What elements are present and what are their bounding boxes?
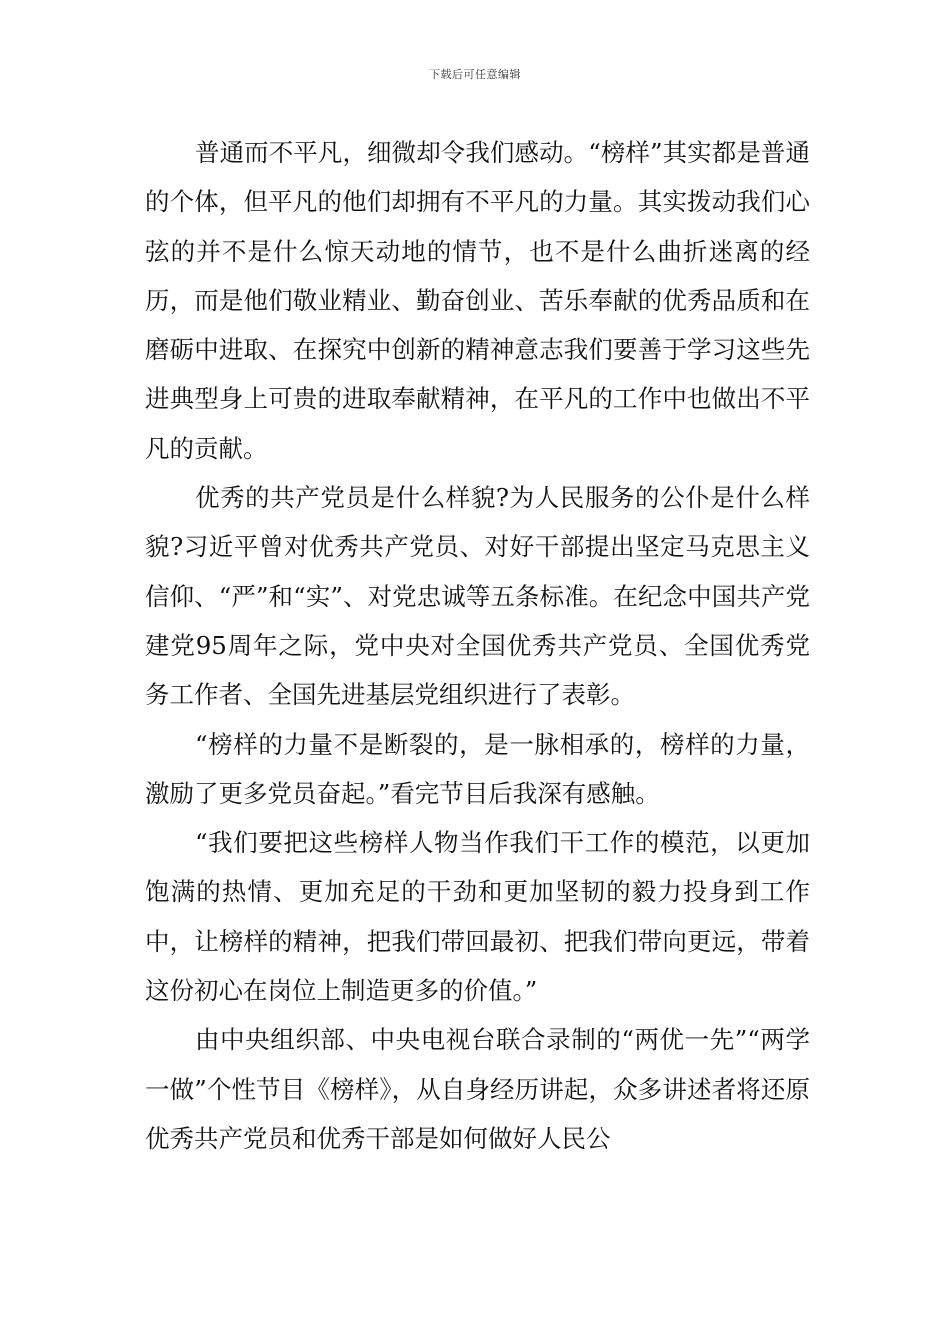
paragraph-4: “我们要把这些榜样人物当作我们干工作的模范，以更加饱满的热情、更加充足的干劲和更加坚韧的毅力投身到工作中，让榜样的精神，把我们带回最初、把我们带向更远，带着这份初心在岗位上制造更多的价值。” <box>145 828 810 1006</box>
paragraph-2: 优秀的共产党员是什么样貌?为人民服务的公仆是什么样貌?习近平曾对优秀共产党员、对好干部提出坚定马克思主义信仰、“严”和“实”、对党忠诚等五条标准。在纪念中国共产党建党95周年之际，党中央对全国优秀共产党员、全国优秀党务工作者、全国先进基层党组织进行了表彰。 <box>145 483 810 710</box>
paragraph-5: 由中央组织部、中央电视台联合录制的“两优一先”“两学一做”个性节目《榜样》，从自身经历讲起，众多讲述者将还原优秀共产党员和优秀干部是如何做好人民公 <box>145 1025 810 1153</box>
paragraph-3: “榜样的力量不是断裂的，是一脉相承的，榜样的力量，激励了更多党员奋起。”看完节目后我深有感触。 <box>145 729 810 808</box>
page-header: 下载后可任意编辑 <box>429 68 521 81</box>
document-body <box>145 128 810 1163</box>
paragraph-1: 普通而不平凡，细微却令我们感动。“榜样”其实都是普通的个体，但平凡的他们却拥有不平凡的力量。其实拨动我们心弦的并不是什么惊天动地的情节，也不是什么曲折迷离的经历，而是他们敬业精业、勤奋创业、苦乐奉献的优秀品质和在磨砺中进取、在探究中创新的精神意志我们要善于学习这些先进典型身上可贵的进取奉献精神，在平凡的工作中也做出不平凡的贡献。 <box>145 138 810 463</box>
